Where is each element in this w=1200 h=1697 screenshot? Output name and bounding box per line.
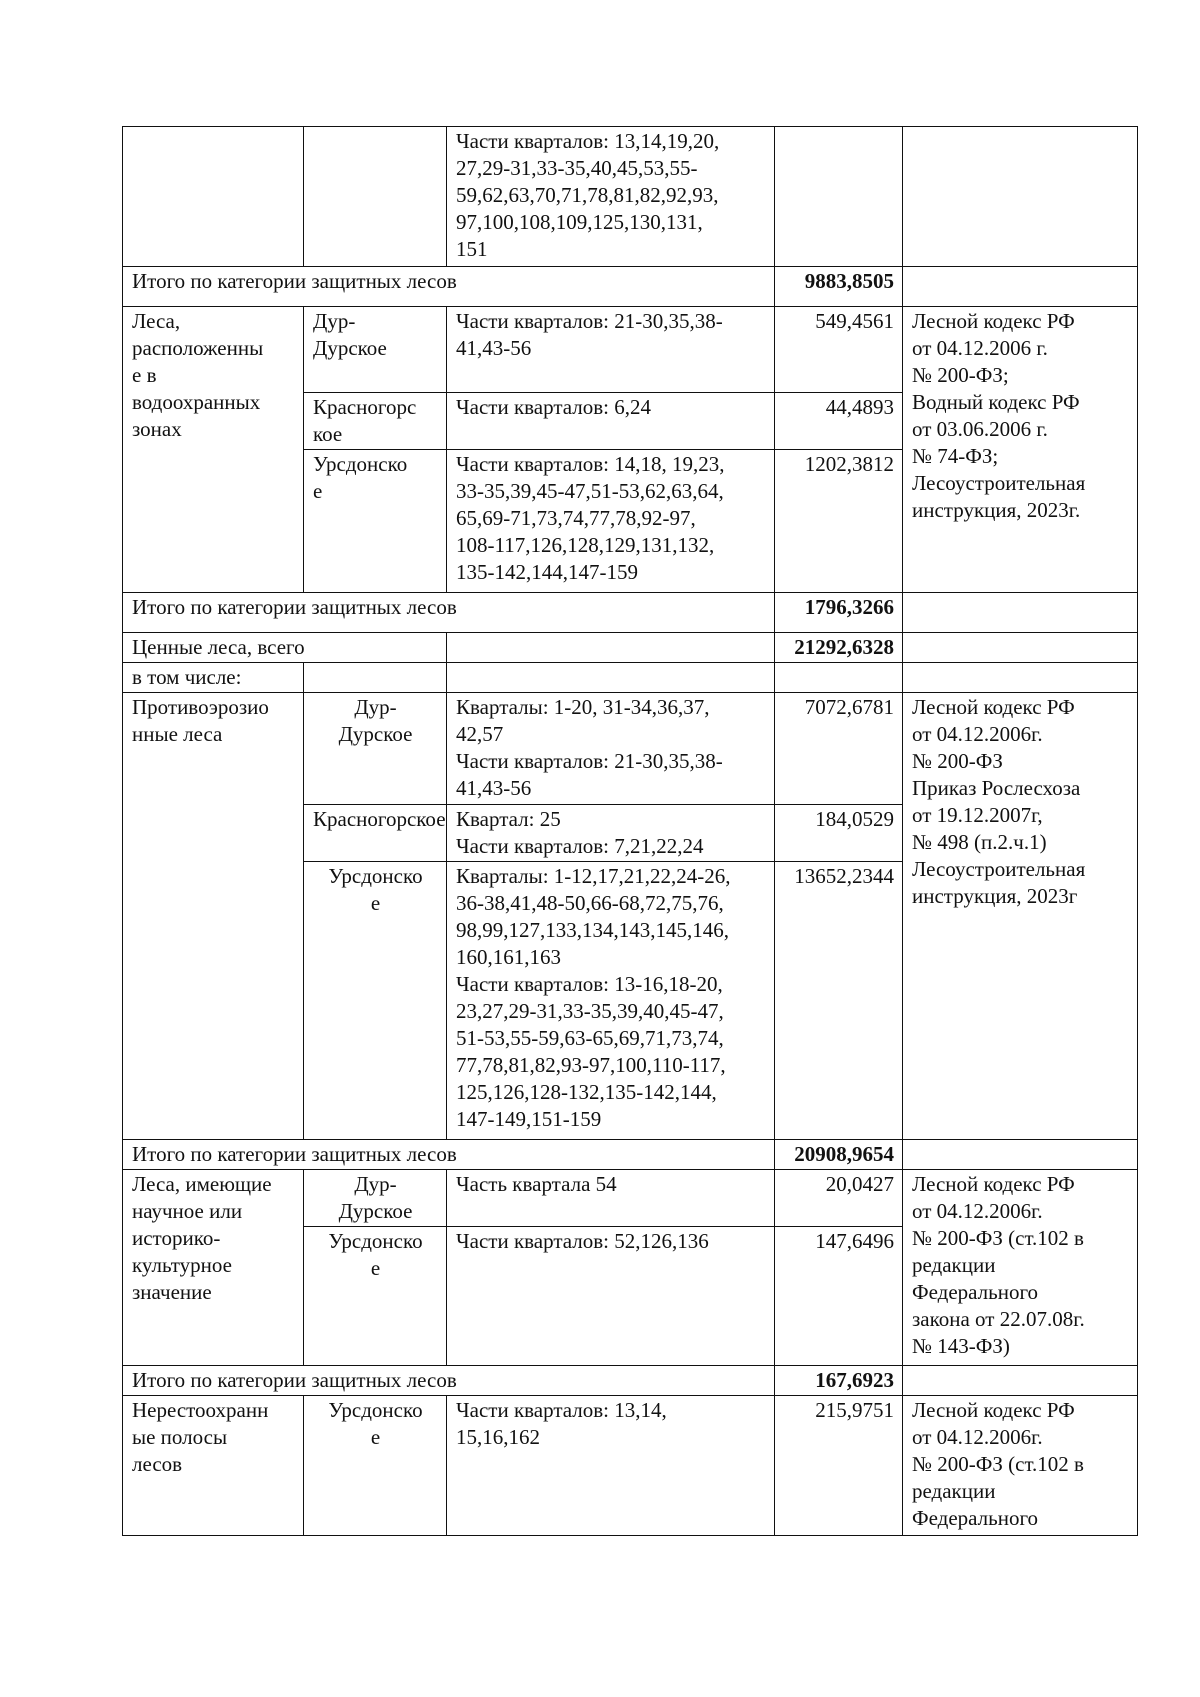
- area-cell: 44,4893: [775, 393, 903, 450]
- forestry-cell: Красногорс кое: [304, 393, 447, 450]
- law-cell: [903, 633, 1138, 663]
- quarters-cell: Части кварталов: 13,14, 15,16,162: [447, 1396, 775, 1536]
- quarters-cell: Кварталы: 1-20, 31-34,36,37, 42,57 Части кварталов: 21-30,35,38- 41,43-56: [447, 693, 775, 805]
- category-cell: [123, 127, 304, 267]
- law-cell: [903, 127, 1138, 267]
- valuable-total: 21292,6328: [775, 633, 903, 663]
- total-value: 1796,3266: [775, 593, 903, 633]
- category-cell: Леса, расположенны е в водоохранных зонах: [123, 307, 304, 593]
- law-cell: Лесной кодекс РФ от 04.12.2006г. № 200-ФЗ Приказ Рослесхоза от 19.12.2007г, № 498 (п.2.ч.1) Лесоустроительная инструкция, 2023г: [903, 693, 1138, 1140]
- total-value: 20908,9654: [775, 1140, 903, 1170]
- law-cell: [903, 1140, 1138, 1170]
- table-row: [123, 633, 1138, 663]
- area-cell: 147,6496: [775, 1227, 903, 1366]
- total-row: [123, 1140, 1138, 1170]
- valuable-label: Ценные леса, всего: [123, 633, 447, 663]
- protective-forests-table: [122, 126, 1138, 1536]
- category-cell: Нерестоохранн ые полосы лесов: [123, 1396, 304, 1536]
- forestry-cell: [304, 127, 447, 267]
- total-value: 9883,8505: [775, 267, 903, 307]
- quarters-cell: Кварталы: 1-12,17,21,22,24-26, 36-38,41,48-50,66-68,72,75,76, 98,99,127,133,134,143,145,146, 160,161,163 Части кварталов: 13-16,18-20, 23,27,29-31,33-35,39,40,45-47, 51-53,55-59,63-65,69,71,73,74, 77,78,81,82,93-97,100,110-117, 125,126,128-132,135-142,144, 147-149,151-159: [447, 862, 775, 1140]
- quarters-cell: Части кварталов: 13,14,19,20, 27,29-31,33-35,40,45,53,55- 59,62,63,70,71,78,81,82,92,93, 97,100,108,109,125,130,131, 151: [447, 127, 775, 267]
- area-cell: 215,9751: [775, 1396, 903, 1536]
- table-row: [123, 307, 1138, 393]
- area-cell: [775, 127, 903, 267]
- law-cell: [903, 267, 1138, 307]
- forestry-cell: Урсдонско е: [304, 1396, 447, 1536]
- forestry-cell: Урсдонско е: [304, 862, 447, 1140]
- quarters-cell: Часть квартала 54: [447, 1170, 775, 1227]
- table-row: [123, 1170, 1138, 1227]
- forestry-cell: Дур- Дурское: [304, 693, 447, 805]
- area-cell: 13652,2344: [775, 862, 903, 1140]
- forestry-cell: Дур- Дурское: [304, 307, 447, 393]
- forestry-cell: [304, 663, 447, 693]
- category-cell: Леса, имеющие научное или историко- культурное значение: [123, 1170, 304, 1366]
- total-label: Итого по категории защитных лесов: [123, 1366, 775, 1396]
- quarters-cell: Части кварталов: 14,18, 19,23, 33-35,39,45-47,51-53,62,63,64, 65,69-71,73,74,77,78,92-97, 108-117,126,128,129,131,132, 135-142,144,147-159: [447, 450, 775, 593]
- law-cell: [903, 663, 1138, 693]
- table-row: [123, 1396, 1138, 1536]
- category-cell: Противоэрозио нные леса: [123, 693, 304, 1140]
- total-label: Итого по категории защитных лесов: [123, 593, 775, 633]
- quarters-cell: [447, 663, 775, 693]
- law-cell: Лесной кодекс РФ от 04.12.2006г. № 200-ФЗ (ст.102 в редакции Федерального: [903, 1396, 1138, 1536]
- law-cell: [903, 1366, 1138, 1396]
- area-cell: 1202,3812: [775, 450, 903, 593]
- including-label: в том числе:: [123, 663, 304, 693]
- forestry-cell: Красногорское: [304, 805, 447, 862]
- law-cell: [903, 593, 1138, 633]
- area-cell: 7072,6781: [775, 693, 903, 805]
- law-cell: Лесной кодекс РФ от 04.12.2006г. № 200-ФЗ (ст.102 в редакции Федерального закона от 22.07.08г. № 143-ФЗ): [903, 1170, 1138, 1366]
- area-cell: 20,0427: [775, 1170, 903, 1227]
- total-label: Итого по категории защитных лесов: [123, 1140, 775, 1170]
- table-row: [123, 127, 1138, 267]
- quarters-cell: Части кварталов: 6,24: [447, 393, 775, 450]
- area-cell: 549,4561: [775, 307, 903, 393]
- total-row: [123, 1366, 1138, 1396]
- total-value: 167,6923: [775, 1366, 903, 1396]
- table-row: [123, 663, 1138, 693]
- forestry-cell: Урсдонско е: [304, 450, 447, 593]
- total-row: [123, 267, 1138, 307]
- quarters-cell: Части кварталов: 21-30,35,38- 41,43-56: [447, 307, 775, 393]
- quarters-cell: Квартал: 25 Части кварталов: 7,21,22,24: [447, 805, 775, 862]
- area-cell: [775, 663, 903, 693]
- total-row: [123, 593, 1138, 633]
- forestry-cell: Урсдонско е: [304, 1227, 447, 1366]
- law-cell: Лесной кодекс РФ от 04.12.2006 г. № 200-ФЗ; Водный кодекс РФ от 03.06.2006 г. № 74-ФЗ; Лесоустроительная инструкция, 2023г.: [903, 307, 1138, 593]
- quarters-cell: [447, 633, 775, 663]
- table-row: [123, 693, 1138, 805]
- forestry-cell: Дур- Дурское: [304, 1170, 447, 1227]
- total-label: Итого по категории защитных лесов: [123, 267, 775, 307]
- area-cell: 184,0529: [775, 805, 903, 862]
- quarters-cell: Части кварталов: 52,126,136: [447, 1227, 775, 1366]
